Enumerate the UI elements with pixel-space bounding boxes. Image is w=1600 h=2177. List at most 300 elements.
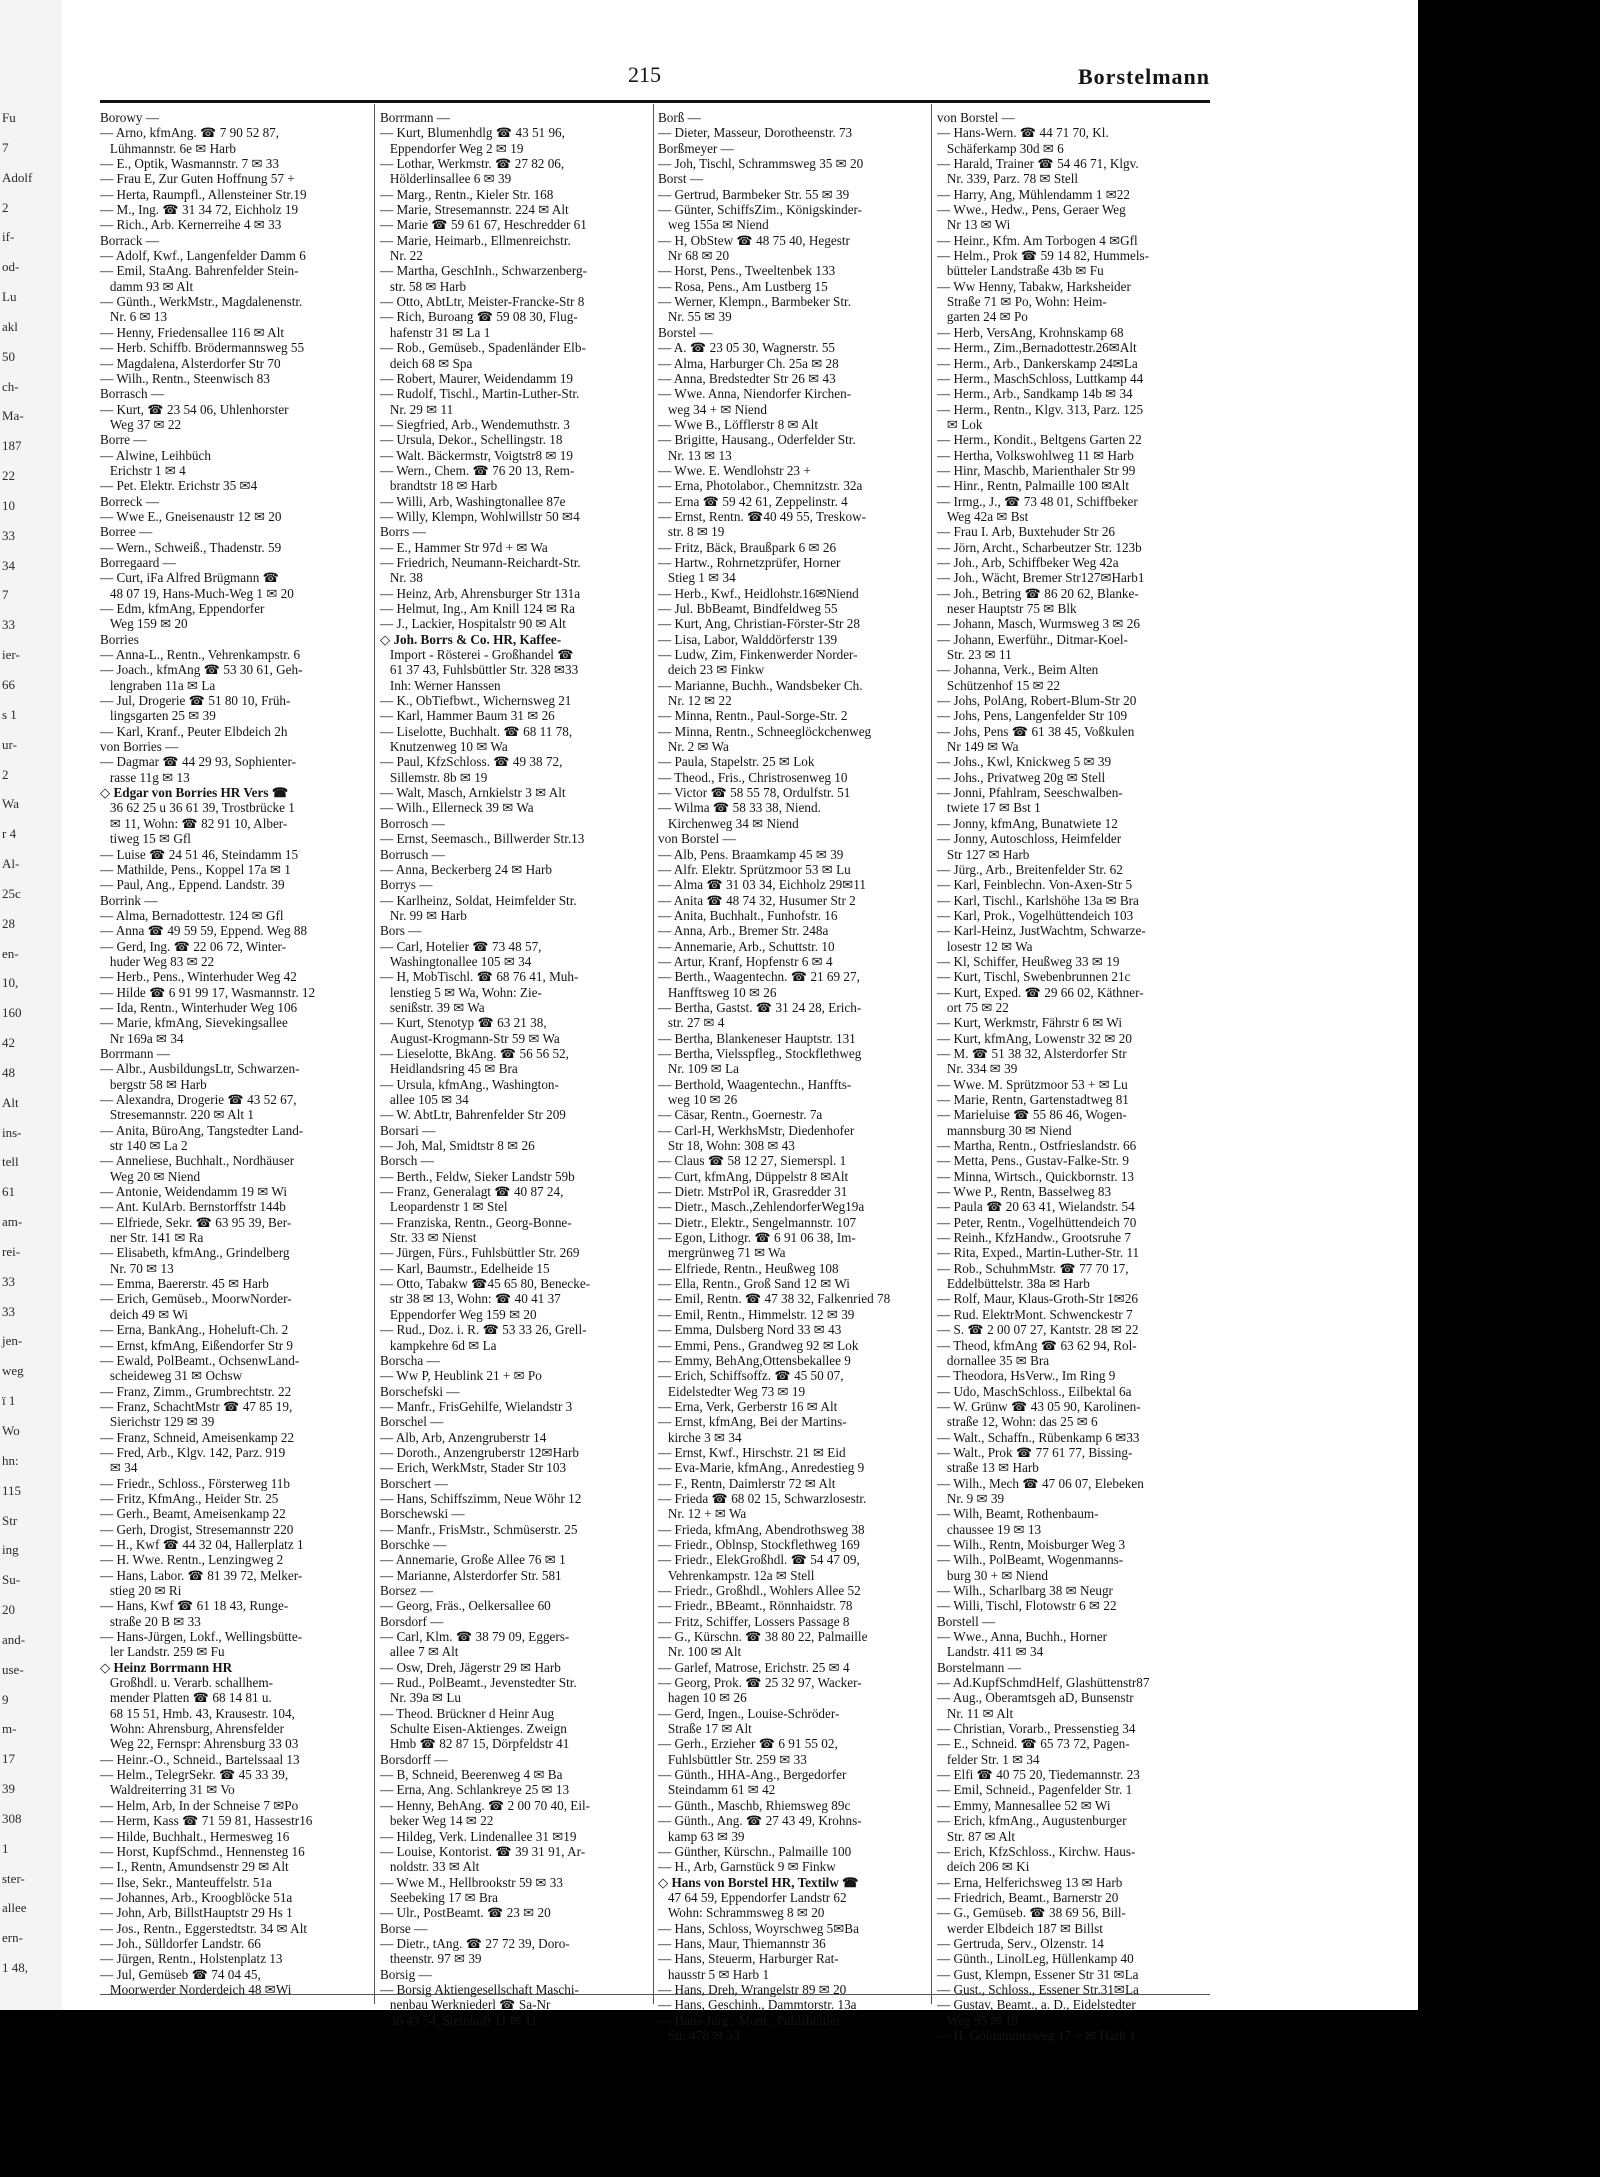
directory-line: — Hinr., Rentn, Palmaille 100 ✉Alt bbox=[937, 478, 1129, 494]
directory-line: — S. ☎ 2 00 07 27, Kantstr. 28 ✉ 22 bbox=[937, 1322, 1139, 1338]
directory-line: Stresemannstr. 220 ✉ Alt 1 bbox=[100, 1107, 254, 1123]
directory-line: — Kurt, Exped. ☎ 29 66 02, Käthner- bbox=[937, 984, 1144, 1000]
directory-line: Nr. 38 bbox=[380, 570, 423, 586]
directory-line: Wohn: Schrammsweg 8 ✉ 20 bbox=[658, 1905, 825, 1921]
directory-line: Borß — bbox=[658, 110, 701, 125]
directory-line: — Wilh., Mech ☎ 47 06 07, Elebeken bbox=[937, 1475, 1144, 1491]
directory-line: Nr. 70 ✉ 13 bbox=[100, 1260, 174, 1276]
directory-line: — Joh., Wächt, Bremer Str127✉Harb1 bbox=[937, 570, 1145, 586]
directory-line: — Kurt, Ang, Christian-Förster-Str 28 bbox=[658, 616, 860, 632]
margin-fragment: weg bbox=[2, 1363, 24, 1379]
directory-line: — Henny, Friedensallee 116 ✉ Alt bbox=[100, 324, 285, 340]
directory-line: — Hans-Wern. ☎ 44 71 70, Kl. bbox=[937, 125, 1109, 141]
directory-line: — Elisabeth, kfmAng., Grindelberg bbox=[100, 1245, 290, 1261]
directory-line: — Anna ☎ 49 59 59, Eppend. Weg 88 bbox=[100, 923, 308, 939]
directory-line: Borschefski — bbox=[380, 1383, 460, 1399]
directory-line: — Irmg., J., ☎ 73 48 01, Schiffbeker bbox=[937, 493, 1138, 509]
directory-line: — Heinz, Arb, Ahrensburger Str 131a bbox=[380, 585, 581, 601]
directory-line: von Borries — bbox=[100, 739, 179, 755]
header-rule bbox=[100, 100, 1210, 103]
directory-line: — Anna-L., Rentn., Vehrenkampstr. 6 bbox=[100, 647, 301, 663]
running-head: Borstelmann bbox=[1078, 64, 1210, 89]
directory-line: Nr. 11 ✉ Alt bbox=[937, 1705, 1014, 1721]
directory-line: — H. Goldammerweg 17 + ✉ Harb 1 bbox=[937, 2027, 1136, 2043]
directory-line: str 38 ✉ 13, Wohn: ☎ 40 41 37 bbox=[380, 1291, 561, 1307]
directory-line: — Carl, Klm. ☎ 38 79 09, Eggers- bbox=[380, 1629, 570, 1645]
directory-line: — Herb, VersAng, Krohnskamp 68 bbox=[937, 324, 1124, 340]
directory-line: — Emmy, Mannesallee 52 ✉ Wi bbox=[937, 1797, 1111, 1813]
directory-line: Inh: Werner Hanssen bbox=[380, 677, 501, 693]
directory-line: — W. AbtLtr, Bahrenfelder Str 209 bbox=[380, 1107, 566, 1123]
directory-line: 61 37 43, Fuhlsbüttler Str. 328 ✉33 bbox=[380, 662, 579, 678]
margin-fragment: Su- bbox=[2, 1572, 21, 1588]
directory-line: rasse 11g ✉ 13 bbox=[100, 769, 190, 785]
directory-line: — Hildeg, Verk. Lindenallee 31 ✉19 bbox=[380, 1828, 577, 1844]
margin-fragment: 7 bbox=[2, 587, 9, 603]
directory-line: Weg 22, Fernspr: Ahrensburg 33 03 bbox=[100, 1736, 299, 1752]
directory-line: — Kurt, Werkmstr, Fährstr 6 ✉ Wi bbox=[937, 1015, 1122, 1031]
directory-line: — Doroth., Anzengruberstr 12✉Harb bbox=[380, 1444, 579, 1460]
directory-line: — Jul, Gemüseb ☎ 74 04 45, bbox=[100, 1966, 261, 1982]
directory-line: Borries bbox=[100, 631, 139, 647]
directory-line: von Borstel — bbox=[937, 110, 1015, 125]
directory-column-2 bbox=[380, 110, 650, 2028]
directory-line: — Dieter, Masseur, Dorotheenstr. 73 bbox=[658, 125, 853, 141]
directory-line: — Ad.KupfSchmdHelf, Glashüttenstr87 bbox=[937, 1675, 1150, 1691]
directory-line: dornallee 35 ✉ Bra bbox=[937, 1352, 1050, 1368]
directory-line: Weg 159 ✉ 20 bbox=[100, 616, 188, 632]
directory-line: — Bertha, Vielsspfleg., Stockflethweg bbox=[658, 1045, 862, 1061]
directory-line: — Friedrich, Neumann-Reichardt-Str. bbox=[380, 554, 581, 570]
directory-line: — Albr., AusbildungsLtr, Schwarzen- bbox=[100, 1061, 300, 1077]
directory-line: mergrünweg 71 ✉ Wa bbox=[658, 1245, 786, 1261]
directory-line: weg 10 ✉ 26 bbox=[658, 1092, 738, 1107]
directory-line: deich 68 ✉ Spa bbox=[380, 355, 473, 371]
directory-line: hafenstr 31 ✉ La 1 bbox=[380, 324, 491, 340]
directory-line: — Kurt, Tischl, Swebenbrunnen 21c bbox=[937, 969, 1131, 985]
directory-line: Nr. 22 bbox=[380, 248, 423, 264]
margin-fragment: r 4 bbox=[2, 826, 17, 842]
directory-line: — Erich, KfzSchloss., Kirchw. Haus- bbox=[937, 1843, 1136, 1859]
directory-line: — Liselotte, Buchhalt. ☎ 68 11 78, bbox=[380, 723, 573, 739]
directory-line: — Alwine, Leihbüch bbox=[100, 447, 211, 463]
directory-line: Heidlandsring 45 ✉ Bra bbox=[380, 1061, 518, 1077]
directory-line: lingsgarten 25 ✉ 39 bbox=[100, 708, 216, 724]
directory-line: — Wwe. M. Sprützmoor 53 + ✉ Lu bbox=[937, 1076, 1128, 1092]
directory-line: Sillemstr. 8b ✉ 19 bbox=[380, 769, 488, 785]
directory-line: Steindamm 61 ✉ 42 bbox=[658, 1782, 776, 1798]
directory-line: — H, ObStew ☎ 48 75 40, Hegestr bbox=[658, 232, 850, 248]
directory-line: — Fred, Arb., Klgv. 142, Parz. 919 bbox=[100, 1444, 286, 1460]
directory-line: — Carl-H, WerkhsMstr, Diedenhofer bbox=[658, 1122, 855, 1138]
directory-line: Borrink — bbox=[100, 892, 158, 908]
directory-line: — Günther, Kürschn., Palmaille 100 bbox=[658, 1843, 852, 1859]
margin-fragment: Str bbox=[2, 1512, 18, 1528]
directory-line: — M. ☎ 51 38 32, Alsterdorfer Str bbox=[937, 1045, 1127, 1061]
directory-line: Nr. 9 ✉ 39 bbox=[937, 1490, 1005, 1506]
directory-line: — Johs, PolAng, Robert-Blum-Str 20 bbox=[937, 693, 1137, 709]
directory-line: Eddelbüttelstr. 38a ✉ Harb bbox=[937, 1276, 1090, 1292]
directory-line: str. 58 ✉ Harb bbox=[380, 278, 467, 294]
directory-line: — Erich, Gemüseb., MoorwNorder- bbox=[100, 1291, 292, 1307]
directory-line: — Christian, Vorarb., Pressenstieg 34 bbox=[937, 1721, 1136, 1737]
margin-fragment: jen- bbox=[2, 1333, 23, 1349]
directory-line: Nr. 2 ✉ Wa bbox=[658, 739, 729, 755]
directory-line: lengraben 11a ✉ La bbox=[100, 677, 216, 693]
directory-line: — Mathilde, Pens., Koppel 17a ✉ 1 bbox=[100, 861, 291, 877]
directory-line: Borrasch — bbox=[100, 386, 165, 402]
directory-line: — Friedr., Oblnsp, Stockflethweg 169 bbox=[658, 1536, 860, 1552]
margin-fragment: 33 bbox=[2, 527, 15, 543]
margin-fragment: 50 bbox=[2, 348, 15, 364]
directory-line: — Erna ☎ 59 42 61, Zeppelinstr. 4 bbox=[658, 493, 848, 509]
margin-fragment: m- bbox=[2, 1721, 17, 1737]
directory-line: — Fritz, KfmAng., Heider Str. 25 bbox=[100, 1490, 279, 1506]
margin-fragment: 7 bbox=[2, 139, 9, 155]
directory-line: — Kurt, ☎ 23 54 06, Uhlenhorster bbox=[100, 401, 289, 417]
directory-line: — Helm., TelegrSekr. ☎ 45 33 39, bbox=[100, 1767, 289, 1783]
directory-line: — Rich., Arb. Kernerreihe 4 ✉ 33 bbox=[100, 217, 282, 233]
directory-line: Hmb ☎ 82 87 15, Dörpfeldstr 41 bbox=[380, 1736, 570, 1752]
directory-line: — Heinr., Kfm. Am Torbogen 4 ✉Gfl bbox=[937, 232, 1138, 248]
directory-line: kirche 3 ✉ 34 bbox=[658, 1429, 742, 1445]
directory-line: — Annemarie, Arb., Schuttstr. 10 bbox=[658, 938, 835, 954]
directory-line: — Wilh, Beamt, Rothenbaum- bbox=[937, 1506, 1099, 1522]
margin-fragment: 22 bbox=[2, 468, 15, 484]
directory-line: — E., Hammer Str 97d + ✉ Wa bbox=[380, 539, 548, 555]
directory-line: lenstieg 5 ✉ Wa, Wohn: Zie- bbox=[380, 984, 542, 1000]
directory-line: — Joh, Mal, Smidtstr 8 ✉ 26 bbox=[380, 1138, 535, 1154]
directory-line: — Günter, SchiffsZim., Königskinder- bbox=[658, 202, 863, 218]
directory-line: — Hans, Schiffszimm, Neue Wöhr 12 bbox=[380, 1490, 582, 1506]
margin-fragment: Alt bbox=[2, 1094, 19, 1110]
directory-line: — Harald, Trainer ☎ 54 46 71, Klgv. bbox=[937, 156, 1139, 172]
directory-line: — Henny, BehAng. ☎ 2 00 70 40, Eil- bbox=[380, 1797, 591, 1813]
directory-line: — Gerd, Ingen., Louise-Schröder- bbox=[658, 1705, 840, 1721]
directory-line: von Borstel — bbox=[658, 831, 736, 847]
directory-line: — Herm., Kondit., Beltgens Garten 22 bbox=[937, 432, 1142, 448]
directory-line: Vehrenkampstr. 12a ✉ Stell bbox=[658, 1567, 815, 1583]
margin-fragment: 17 bbox=[2, 1751, 15, 1767]
margin-fragment: 33 bbox=[2, 1303, 15, 1319]
directory-line: Borrusch — bbox=[380, 846, 445, 862]
directory-line: Weg 42a ✉ Bst bbox=[937, 508, 1029, 524]
directory-line: — Marianne, Buchh., Wandsbeker Ch. bbox=[658, 677, 863, 693]
directory-line: hagen 10 ✉ 26 bbox=[658, 1690, 747, 1706]
directory-line: Borregaard — bbox=[100, 554, 176, 570]
directory-line: — Theodora, HsVerw., Im Ring 9 bbox=[937, 1368, 1116, 1384]
directory-line: — Anita, Buchhalt., Funhofstr. 16 bbox=[658, 907, 838, 923]
margin-fragment: tell bbox=[2, 1154, 19, 1170]
directory-line: — Marie, kfmAng, Sievekingsallee bbox=[100, 1015, 288, 1031]
directory-line: — Günth., Maschb, Rhiemsweg 89c bbox=[658, 1797, 851, 1813]
directory-line: — Friedr., BBeamt., Rönnhaidstr. 78 bbox=[658, 1598, 853, 1614]
directory-line: Borreck — bbox=[100, 493, 159, 509]
directory-line: mender Platten ☎ 68 14 81 u. bbox=[100, 1690, 272, 1706]
directory-line: — M., Ing. ☎ 31 34 72, Eichholz 19 bbox=[100, 202, 299, 218]
directory-line: — Hans, Geschinh., Dammtorstr. 13a bbox=[658, 1997, 857, 2013]
directory-line: Borsig — bbox=[380, 1966, 432, 1982]
directory-line: — Paul, KfzSchloss. ☎ 49 38 72, bbox=[380, 754, 563, 770]
directory-line: beker Weg 14 ✉ 22 bbox=[380, 1813, 494, 1829]
directory-line: Straße 17 ✉ Alt bbox=[658, 1721, 752, 1737]
directory-line: — Paul, Ang., Eppend. Landstr. 39 bbox=[100, 877, 285, 893]
directory-line: weg 34 + ✉ Niend bbox=[658, 401, 767, 417]
margin-fragment: 187 bbox=[2, 438, 22, 454]
directory-line: — Jonny, kfmAng, Bunatwiete 12 bbox=[937, 815, 1118, 831]
directory-line: — Minna, Rentn., Schneeglöckchenweg bbox=[658, 723, 872, 739]
directory-line: Import - Rösterei - Großhandel ☎ bbox=[380, 647, 574, 663]
directory-line: — H, MobTischl. ☎ 68 76 41, Muh- bbox=[380, 969, 579, 985]
directory-line: Borsch — bbox=[380, 1153, 434, 1169]
directory-line: — E., Schneid. ☎ 65 73 72, Pagen- bbox=[937, 1736, 1130, 1752]
directory-line: — Johs., Kwl, Knickweg 5 ✉ 39 bbox=[937, 754, 1112, 770]
directory-line: scheideweg 31 ✉ Ochsw bbox=[100, 1368, 243, 1384]
directory-line: — Johs., Privatweg 20g ✉ Stell bbox=[937, 769, 1106, 785]
directory-line: — Wwe. E. Wendlohstr 23 + bbox=[658, 462, 811, 478]
directory-line: — Ilse, Sekr., Manteuffelstr. 51a bbox=[100, 1874, 272, 1890]
directory-line: — Wern., Chem. ☎ 76 20 13, Rem- bbox=[380, 462, 575, 478]
directory-line: — Ewald, PolBeamt., OchsenwLand- bbox=[100, 1352, 300, 1368]
directory-line: — Willi, Tischl, Flotowstr 6 ✉ 22 bbox=[937, 1598, 1117, 1614]
directory-line: — Karl, Prok., Vogelhüttendeich 103 bbox=[937, 907, 1134, 923]
directory-line: Erichstr 1 ✉ 4 bbox=[100, 462, 186, 478]
directory-line: — Berthold, Waagentechn., Hanffts- bbox=[658, 1076, 852, 1092]
directory-line: — Kl, Schiffer, Heußweg 33 ✉ 19 bbox=[937, 953, 1120, 969]
directory-line: tiweg 15 ✉ Gfl bbox=[100, 831, 191, 847]
directory-line: — Marianne, Alsterdorfer Str. 581 bbox=[380, 1567, 562, 1583]
directory-line: 48 07 19, Hans-Much-Weg 1 ✉ 20 bbox=[100, 585, 294, 601]
directory-line: — Siegfried, Arb., Wendemuthstr. 3 bbox=[380, 416, 570, 432]
margin-fragment: 2 bbox=[2, 766, 9, 782]
directory-line: — Dietr., Elektr., Sengelmannstr. 107 bbox=[658, 1214, 857, 1230]
directory-line: — Ernst, Kwf., Hirschstr. 21 ✉ Eid bbox=[658, 1444, 846, 1460]
directory-line: — Anna, Arb., Bremer Str. 248a bbox=[658, 923, 829, 939]
directory-line: — Karl, Hammer Baum 31 ✉ 26 bbox=[380, 708, 555, 724]
directory-line: — Erna, Ang. Schlankreye 25 ✉ 13 bbox=[380, 1782, 570, 1798]
directory-line: Borst — bbox=[658, 171, 704, 187]
directory-line: — Ursula, Dekor., Schellingstr. 18 bbox=[380, 432, 563, 448]
directory-line: huder Weg 83 ✉ 22 bbox=[100, 953, 215, 969]
directory-line: — Gertrud, Barmbeker Str. 55 ✉ 39 bbox=[658, 186, 850, 202]
footer-rule bbox=[100, 1994, 1210, 1995]
margin-fragment: 160 bbox=[2, 1005, 22, 1021]
directory-line: Nr. 339, Parz. 78 ✉ Stell bbox=[937, 171, 1079, 187]
margin-fragment: 10 bbox=[2, 497, 15, 513]
directory-line: — Rob., Gemüseb., Spadenländer Elb- bbox=[380, 340, 586, 356]
directory-line: Borrys — bbox=[380, 877, 433, 893]
directory-line: — Theod., Fris., Christrosenweg 10 bbox=[658, 769, 848, 785]
directory-line: straße 13 ✉ Harb bbox=[937, 1460, 1039, 1476]
margin-fragment: and- bbox=[2, 1631, 26, 1647]
margin-fragment: ier- bbox=[2, 647, 20, 663]
directory-line: — B, Schneid, Beerenweg 4 ✉ Ba bbox=[380, 1767, 563, 1783]
directory-line: str 140 ✉ La 2 bbox=[100, 1138, 188, 1154]
directory-line: Nr. 13 ✉ 13 bbox=[658, 447, 732, 463]
directory-line: — Robert, Maurer, Weidendamm 19 bbox=[380, 370, 574, 386]
directory-line: — Marie ☎ 59 61 67, Heschredder 61 bbox=[380, 217, 587, 233]
directory-column-3 bbox=[658, 110, 928, 2043]
directory-line: — Wwe E., Gneisenaustr 12 ✉ 20 bbox=[100, 508, 282, 524]
directory-line: — Karl, Tischl., Karlshöhe 13a ✉ Bra bbox=[937, 892, 1139, 908]
directory-line: Knutzenweg 10 ✉ Wa bbox=[380, 739, 508, 755]
directory-line: Landstr. 411 ✉ 34 bbox=[937, 1644, 1044, 1660]
directory-line: — Reinh., KfzHandw., Grootsruhe 7 bbox=[937, 1230, 1131, 1246]
directory-line: — Karl, Baumstr., Edelheide 15 bbox=[380, 1260, 550, 1276]
directory-line: — Hans, Kwf ☎ 61 18 43, Runge- bbox=[100, 1598, 289, 1614]
directory-line: — Gustav, Beamt., a. D., Eidelstedter bbox=[937, 1997, 1136, 2013]
directory-line: Stieg 1 ✉ 34 bbox=[658, 570, 736, 586]
directory-line: — H. Wwe. Rentn., Lenzingweg 2 bbox=[100, 1552, 284, 1568]
directory-line: — Fritz, Schiffer, Lossers Passage 8 bbox=[658, 1613, 850, 1629]
directory-line: — Herm., MaschSchloss, Luttkamp 44 bbox=[937, 370, 1144, 386]
directory-line: Borrs — bbox=[380, 524, 426, 540]
directory-line: — Victor ☎ 58 55 78, Ordulfstr. 51 bbox=[658, 785, 851, 801]
directory-line: Nr. 55 ✉ 39 bbox=[658, 309, 732, 325]
directory-line: — Adolf, Kwf., Langenfelder Damm 6 bbox=[100, 248, 306, 264]
directory-line: — Wwe., Anna, Buchh., Horner bbox=[937, 1629, 1108, 1645]
directory-line: — Herb. Schiffb. Brödermannsweg 55 bbox=[100, 340, 305, 356]
margin-fragment: ster- bbox=[2, 1870, 25, 1886]
directory-line: — Rob., SchuhmMstr. ☎ 77 70 17, bbox=[937, 1260, 1129, 1276]
directory-line: — Gust, Klempn, Essener Str 31 ✉La bbox=[937, 1966, 1139, 1982]
directory-line: — Ida, Rentn., Winterhuder Weg 106 bbox=[100, 999, 298, 1015]
directory-line: twiete 17 ✉ Bst 1 bbox=[937, 800, 1041, 816]
directory-line: Eidelstedter Weg 73 ✉ 19 bbox=[658, 1383, 806, 1399]
directory-line: — Dietr. MstrPol iR, Grasredder 31 bbox=[658, 1184, 848, 1200]
directory-line: noldstr. 33 ✉ Alt bbox=[380, 1859, 480, 1875]
directory-line: Leopardenstr 1 ✉ Stel bbox=[380, 1199, 508, 1215]
directory-line: — Garlef, Matrose, Erichstr. 25 ✉ 4 bbox=[658, 1659, 850, 1675]
directory-line: ✉ 11, Wohn: ☎ 82 91 10, Alber- bbox=[100, 815, 288, 831]
directory-line: — Manfr., FrisGehilfe, Wielandstr 3 bbox=[380, 1398, 573, 1414]
directory-line: garten 24 ✉ Po bbox=[937, 309, 1028, 325]
directory-line: — Arno, kfmAng. ☎ 7 90 52 87, bbox=[100, 125, 280, 141]
directory-line: — Bertha, Blankeneser Hauptstr. 131 bbox=[658, 1030, 856, 1046]
directory-line: — Wwe B., Löfflerstr 8 ✉ Alt bbox=[658, 416, 819, 432]
directory-line: — Walt. Bäckermstr, Voigtstr8 ✉ 19 bbox=[380, 447, 573, 463]
directory-line: — Wwe P., Rentn, Basselweg 83 bbox=[937, 1184, 1112, 1200]
directory-line: — Otto, Tabakw ☎45 65 80, Benecke- bbox=[380, 1276, 591, 1292]
directory-line: bütteler Landstraße 43b ✉ Fu bbox=[937, 263, 1104, 279]
directory-line: — Alma, Bernadottestr. 124 ✉ Gfl bbox=[100, 907, 284, 923]
directory-line: — Paula, Stapelstr. 25 ✉ Lok bbox=[658, 754, 815, 770]
directory-line: — Harry, Ang, Mühlendamm 1 ✉22 bbox=[937, 186, 1130, 202]
directory-line: Hölderlinsallee 6 ✉ 39 bbox=[380, 171, 512, 187]
directory-line: — Friedrich, Beamt., Barnerstr 20 bbox=[937, 1889, 1119, 1905]
directory-line: ◇ Edgar von Borries HR Vers ☎ bbox=[100, 785, 289, 801]
margin-fragment: Adolf bbox=[2, 169, 33, 185]
directory-line: — Anna, Beckerberg 24 ✉ Harb bbox=[380, 861, 552, 877]
directory-line: — Jul, Drogerie ☎ 51 80 10, Früh- bbox=[100, 693, 291, 709]
directory-line: Borsez — bbox=[380, 1583, 434, 1598]
directory-line: — G., Kürschn. ☎ 38 80 22, Palmaille bbox=[658, 1629, 868, 1645]
directory-line: — I., Rentn, Amundsenstr 29 ✉ Alt bbox=[100, 1859, 289, 1875]
directory-line: — Wilh., Ellerneck 39 ✉ Wa bbox=[380, 800, 534, 816]
directory-line: — Elfriede, Rentn., Heußweg 108 bbox=[658, 1260, 839, 1276]
directory-line: — Wilh., Rentn, Moisburger Weg 3 bbox=[937, 1536, 1126, 1552]
directory-line: losestr 12 ✉ Wa bbox=[937, 938, 1033, 954]
directory-line: — Frieda ☎ 68 02 15, Schwarzlosestr. bbox=[658, 1490, 867, 1506]
page-number: 215 bbox=[628, 62, 661, 87]
directory-line: Borsdorff — bbox=[380, 1751, 448, 1767]
directory-line: — Theod, kfmAng ☎ 63 62 94, Rol- bbox=[937, 1337, 1137, 1353]
directory-line: — Johs, Pens ☎ 61 38 45, Voßkulen bbox=[937, 723, 1135, 739]
directory-line: Nr 13 ✉ Wi bbox=[937, 217, 1011, 233]
directory-line: — Wilma ☎ 58 33 38, Niend. bbox=[658, 800, 821, 816]
margin-fragment: 1 bbox=[2, 1840, 9, 1856]
directory-column-4 bbox=[937, 110, 1207, 2043]
directory-line: — Anna, Bredstedter Str 26 ✉ 43 bbox=[658, 370, 836, 386]
directory-line: — Magdalena, Alsterdorfer Str 70 bbox=[100, 355, 281, 371]
directory-line: — Wwe. Anna, Niendorfer Kirchen- bbox=[658, 386, 852, 402]
margin-fragment: ing bbox=[2, 1542, 19, 1558]
directory-line: — Johann, Masch, Wurmsweg 3 ✉ 26 bbox=[937, 616, 1140, 632]
directory-line: — Otto, AbtLtr, Meister-Francke-Str 8 bbox=[380, 294, 585, 310]
directory-line: ort 75 ✉ 22 bbox=[937, 999, 1009, 1015]
directory-line: — Wwe M., Hellbrookstr 59 ✉ 33 bbox=[380, 1874, 563, 1890]
margin-fragment: 39 bbox=[2, 1781, 15, 1797]
directory-line: Borscha — bbox=[380, 1352, 440, 1368]
right-black-border bbox=[1418, 0, 1600, 2177]
directory-line: — Rud., Doz. i. R. ☎ 53 33 26, Grell- bbox=[380, 1322, 587, 1338]
directory-line: brandtstr 18 ✉ Harb bbox=[380, 478, 498, 494]
directory-line: Bors — bbox=[380, 923, 422, 939]
directory-line: — Alma ☎ 31 03 34, Eichholz 29✉11 bbox=[658, 877, 866, 893]
directory-line: — Jürgen, Rentn., Holstenplatz 13 bbox=[100, 1951, 283, 1967]
directory-line: Borree — bbox=[100, 524, 153, 540]
directory-line: Sierichstr 129 ✉ 39 bbox=[100, 1414, 215, 1430]
directory-line: senißstr. 39 ✉ Wa bbox=[380, 999, 485, 1015]
directory-line: — Johanna, Verk., Beim Alten bbox=[937, 662, 1099, 678]
directory-line: Weg 95 ✉ 19 bbox=[937, 2012, 1019, 2028]
directory-line: — Gerd, Ing. ☎ 22 06 72, Winter- bbox=[100, 938, 287, 954]
directory-line: — Lieselotte, BkAng. ☎ 56 56 52, bbox=[380, 1045, 569, 1061]
directory-line: — Jonny, Autoschloss, Heimfelder bbox=[937, 831, 1122, 847]
directory-line: — Hans-Jürg., Mont., Puhlsbüttler bbox=[658, 2012, 841, 2028]
directory-line: — Rosa, Pens., Am Lustberg 15 bbox=[658, 278, 828, 294]
directory-line: — Ww P, Heublink 21 + ✉ Po bbox=[380, 1368, 542, 1384]
directory-line: deich 206 ✉ Ki bbox=[937, 1859, 1030, 1875]
directory-line: ◇ Joh. Borrs & Co. HR, Kaffee- bbox=[380, 631, 562, 647]
directory-line: Borrack — bbox=[100, 232, 159, 248]
directory-line: — Osw, Dreh, Jägerstr 29 ✉ Harb bbox=[380, 1659, 561, 1675]
directory-line: — Ernst, kfmAng, Eißendorfer Str 9 bbox=[100, 1337, 294, 1353]
directory-line: — Erna, Verk, Gerberstr 16 ✉ Alt bbox=[658, 1398, 838, 1414]
directory-line: — Rita, Exped., Martin-Luther-Str. 11 bbox=[937, 1245, 1140, 1261]
directory-line: Kirchenweg 34 ✉ Niend bbox=[658, 815, 799, 831]
directory-line: ner Str. 141 ✉ Ra bbox=[100, 1230, 204, 1246]
directory-line: felder Str. 1 ✉ 34 bbox=[937, 1751, 1040, 1767]
page-header bbox=[100, 62, 1210, 98]
directory-line: Straße 71 ✉ Po, Wohn: Heim- bbox=[937, 294, 1107, 310]
directory-line: — Aug., Oberamtsgeh aD, Bunsenstr bbox=[937, 1690, 1134, 1706]
directory-line: Nr. 12 ✉ 22 bbox=[658, 693, 732, 709]
directory-line: deich 49 ✉ Wi bbox=[100, 1306, 188, 1322]
directory-line: — Jul. BbBeamt, Bindfeldweg 55 bbox=[658, 601, 838, 616]
directory-line: Schulte Eisen-Aktienges. Zweign bbox=[380, 1721, 567, 1737]
directory-line: — Karl, Kranf., Peuter Elbdeich 2h bbox=[100, 723, 288, 739]
margin-fragment: hn: bbox=[2, 1452, 19, 1468]
directory-line: Nr. 39a ✉ Lu bbox=[380, 1690, 462, 1706]
directory-line: — Udo, MaschSchloss., Eilbektal 6a bbox=[937, 1383, 1132, 1399]
directory-line: — Ludw, Zim, Finkenwerder Norder- bbox=[658, 647, 858, 663]
directory-line: — Hans, Dreh, Wrangelstr 89 ✉ 20 bbox=[658, 1981, 847, 1997]
margin-fragment: 115 bbox=[2, 1482, 22, 1498]
directory-line: — G., Gemüseb. ☎ 38 69 56, Bill- bbox=[937, 1905, 1126, 1921]
directory-line: Borowy — bbox=[100, 110, 159, 125]
directory-line: — Rudolf, Tischl., Martin-Luther-Str. bbox=[380, 386, 580, 402]
